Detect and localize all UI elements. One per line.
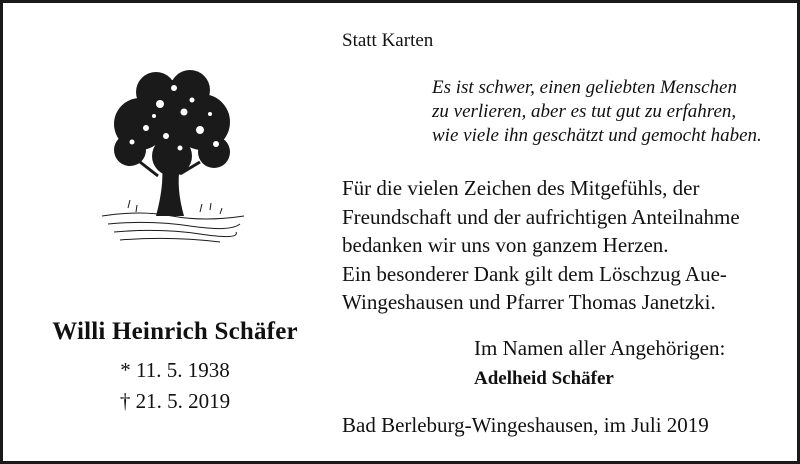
quote-line: zu verlieren, aber es tut gut zu erfahren, [432,101,737,122]
message-line: Für die vielen Zeichen des Mitgefühls, der [342,176,700,200]
message-line: Wingeshausen und Pfarrer Thomas Janetzki. [342,290,716,314]
place-and-date: Bad Berleburg-Wingeshausen, im Juli 2019 [342,413,709,437]
message-line: Ein besonderer Dank gilt dem Löschzug Aue- [342,261,727,286]
quote-line: wie viele ihn geschätzt und gemocht haben. [432,125,762,146]
death-date: † 21. 5. 2019 [119,389,231,413]
quote-line: Es ist schwer, einen geliebten Menschen [432,77,737,98]
behalf-line: Im Namen aller Angehörigen: [474,336,726,360]
message-line: Freundschaft und der aufrichtigen Anteilnahme [342,204,740,229]
quote-block [432,76,762,148]
message-line: bedanken wir uns von ganzem Herzen. [342,233,669,257]
deceased-name: Willi Heinrich Schäfer [52,318,298,345]
thanks-message [342,174,740,317]
birth-date: * 11. 5. 1938 [120,358,230,382]
signer-name: Adelheid Schäfer [474,368,614,389]
statt-karten-heading: Statt Karten [342,30,434,51]
tree-illustration-icon [100,66,246,246]
